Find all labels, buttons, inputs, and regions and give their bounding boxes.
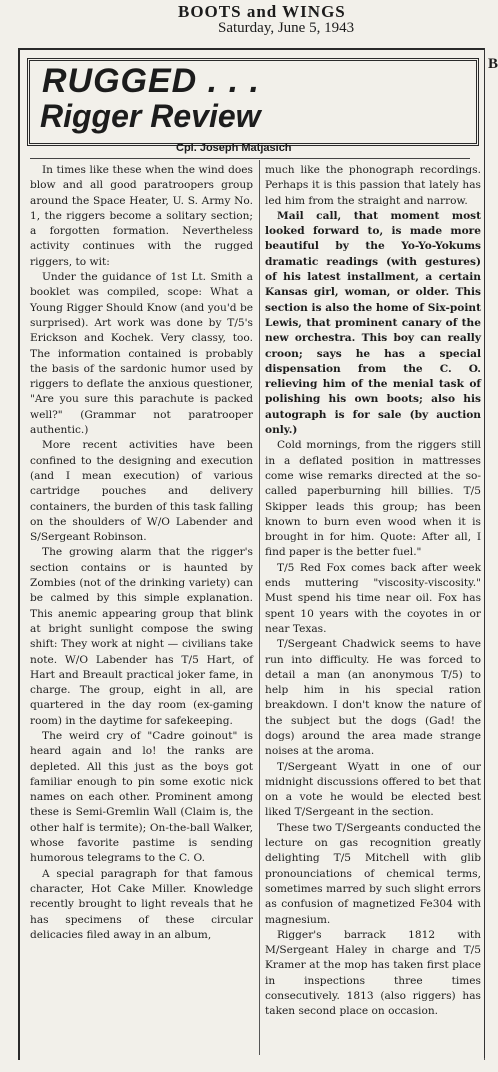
- article-column-right: [265, 163, 481, 1058]
- paragraph: A special paragraph for that famous character, Hot Cake Miller. Knowledge recently brought to light reveals that he has specimens of these circular delicacies filed away in an album,: [30, 867, 253, 941]
- adjacent-column-letter: B: [488, 56, 498, 72]
- headline-divider: [30, 158, 470, 159]
- paragraph: T/5 Red Fox comes back after week ends muttering "viscosity-viscosity." Must spend his time near oil. Fox has spent 10 years with the coyotes in or near Texas.: [265, 561, 481, 635]
- paragraph: In times like these when the wind does blow and all good paratroopers group around the Space Heater, U. S. Army No. 1, the riggers become a solitary section; a forgotten formation. Nevertheless activity continues with the rugged riggers, to wit:: [30, 164, 253, 268]
- paragraph: The growing alarm that the rigger's section contains or is haunted by Zombies (not of the drinking variety) can be calmed by this simple explanation. This anemic appearing group that blink at bright sunlight compose the swing shift: They work at night — civilians take note. W/O Labender has T/5 Hart, of Hart and Breault practical joker fame, in charge. The group, eight in all, are quartered in the day room (ex-gaming room) in the daytime for safekeeping.: [30, 546, 253, 727]
- paragraph: These two T/Sergeants conducted the lecture on gas recognition greatly delighting T/5 Mitchell with glib pronounciations of chemical terms, sometimes marred by such slight errors as confusion of magnetized Fe304 with magnesium.: [265, 821, 481, 926]
- article-column-left: [30, 163, 253, 1058]
- headline-line-1: RUGGED . . .: [42, 62, 260, 100]
- paragraph: T/Sergeant Chadwick seems to have run into difficulty. He was forced to detail a man (an anonymous T/5) to help him in his special ration breakdown. I don't know the nature of the subject but the dogs (Gad! the dogs) around the area made strange noises at the aroma.: [265, 638, 481, 758]
- paragraph: Under the guidance of 1st Lt. Smith a booklet was compiled, scope: What a Young Rigger Should Know (and you'd be surprised). Art work was done by T/5's Erickson and Kochek. Very classy, too. The information contained is probably the basis of the sardonic humor used by riggers to deflate the anxious questioner, "Are you sure this parachute is packed well?" (Grammar not paratrooper authentic.): [30, 271, 253, 437]
- paragraph: Rigger's barrack 1812 with M/Sergeant Haley in charge and T/5 Kramer at the mop has taken first place in inspections three times consecutively. 1813 (also riggers) has taken second place on occasion.: [265, 928, 481, 1018]
- masthead: [0, 0, 494, 40]
- byline: Cpl. Joseph Matjasich: [176, 142, 292, 154]
- newspaper-name: BOOTS and WINGS: [178, 2, 346, 21]
- paragraph: The weird cry of "Cadre goinout" is heard again and lo! the ranks are depleted. All this just as the boys got familiar enough to pin some exotic nick names on each other. Prominent among these is Semi-Gremlin Wall (Claim is, the other half is termite); On-the-ball Walker, whose favorite pastime is sending humorous telegrams to the C. O.: [30, 729, 253, 865]
- column-rule: [259, 160, 260, 1055]
- paragraph: More recent activities have been confined to the designing and execution (and I mean execution) of various cartridge pouches and delivery containers, the burden of this task falling on the shoulders of W/O Labender and S/Sergeant Robinson.: [30, 439, 253, 544]
- paragraph: T/Sergeant Wyatt in one of our midnight discussions offered to bet that on a vote he would be elected best liked T/Sergeant in the section.: [265, 760, 481, 819]
- paragraph-bold: Mail call, that moment most looked forward to, is made more beautiful by the Yo-Yo-Yokums dramatic readings (with gestures) of his latest installment, a certain Kansas girl, woman, or older. This section is also the home of Six-point Lewis, that prominent canary of the new orchestra. This boy can really croon; says he has a special dispensation from the C. O. relieving him of the menial task of polishing his own boots; also his autograph is for sale (by auction only.): [265, 209, 481, 437]
- adjacent-column-edge: [484, 48, 495, 1058]
- issue-date: Saturday, June 5, 1943: [218, 20, 355, 36]
- headline-line-2: Rigger Review: [40, 98, 261, 134]
- paragraph-continued: much like the phonograph recordings. Perhaps it is this passion that lately has led him from the straight and narrow.: [265, 164, 481, 207]
- paragraph: Cold mornings, from the riggers still in a deflated position in mattresses come wise remarks directed at the so-called paperburning hill billies. T/5 Skipper leads this group; has been known to burn even wood when it is brought in for him. Quote: After all, I find paper is the better fuel.": [265, 439, 481, 559]
